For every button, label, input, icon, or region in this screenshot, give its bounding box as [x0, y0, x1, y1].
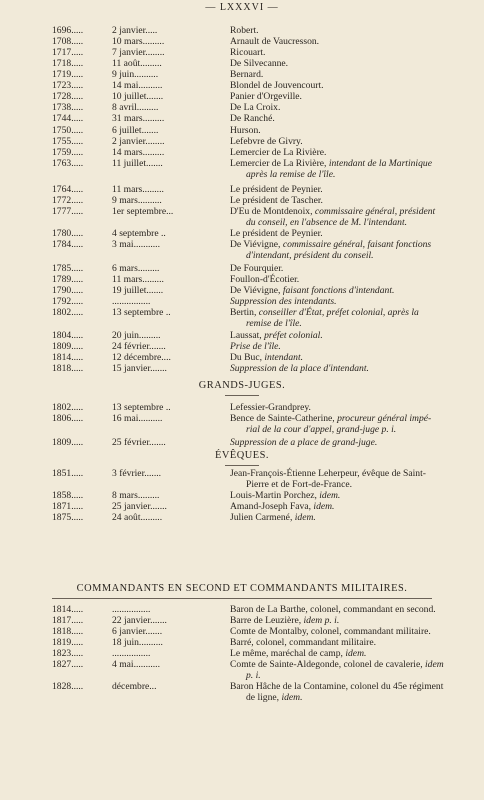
- year: 1759.....: [52, 147, 84, 158]
- section-divider: [52, 598, 432, 599]
- year: 1708.....: [52, 36, 84, 47]
- year: 1858.....: [52, 490, 84, 501]
- entry-italic-note: idem.: [313, 501, 335, 512]
- list-item: [0, 91, 484, 102]
- list-item: [0, 217, 484, 228]
- list-item: [0, 36, 484, 47]
- entry-name: Jean-François-Étienne Leherpeur, évêque de Saint-: [230, 468, 426, 479]
- entry-text: [230, 615, 339, 626]
- entry-text: [230, 604, 436, 615]
- list-item: [0, 468, 484, 479]
- entry-name: Pierre et de Fort-de-France.: [246, 479, 353, 490]
- date: 10 mars.........: [112, 36, 165, 47]
- entry-text: [230, 659, 444, 670]
- year: 1792.....: [52, 296, 84, 307]
- entry-text: [230, 330, 323, 341]
- list-item: [0, 80, 484, 91]
- entry-italic-note: remise de l'île.: [246, 318, 302, 329]
- entry-name: D'Eu de Montdenoix,: [230, 206, 315, 217]
- entry-text: [230, 80, 324, 91]
- entry-italic-note: intendant de la Martinique: [328, 158, 432, 169]
- entry-italic-note: idem: [425, 659, 444, 670]
- list-item: [0, 490, 484, 501]
- entry-text: [230, 341, 281, 352]
- entry-italic-note: conseiller d'État, préfet colonial, après la: [258, 307, 419, 318]
- date: 14 mars.........: [112, 147, 165, 158]
- entry-name: Comte de Sainte-Aldegonde, colonel de cavalerie,: [230, 659, 425, 670]
- entry-text: [246, 424, 396, 435]
- date: 13 septembre ..: [112, 307, 171, 318]
- entry-name: Baron Hâche de la Contamine, colonel du 45e régiment: [230, 681, 444, 692]
- date: 1er septembre...: [112, 206, 174, 217]
- list-item: [0, 263, 484, 274]
- entry-name: Barré, colonel, commandant militaire.: [230, 637, 376, 648]
- list-item: [0, 158, 484, 169]
- entry-text: [246, 217, 407, 228]
- list-item: [0, 47, 484, 58]
- entry-text: [230, 147, 326, 158]
- entry-name: de ligne,: [246, 692, 282, 703]
- entry-text: [246, 169, 335, 180]
- list-item: [0, 402, 484, 413]
- list-item: [0, 113, 484, 124]
- entry-italic-note: idem.: [294, 512, 316, 523]
- date: 8 mars.........: [112, 490, 160, 501]
- entry-name: Bence de Sainte-Catherine,: [230, 413, 338, 424]
- entry-text: [230, 136, 303, 147]
- entry-name: Hurson.: [230, 125, 261, 136]
- entry-text: [230, 47, 265, 58]
- entry-text: [230, 296, 337, 307]
- entry-italic-note: commissaire général, faisant fonctions: [282, 239, 432, 250]
- date: 13 septembre ..: [112, 402, 171, 413]
- entry-text: [230, 125, 261, 136]
- date: 6 juillet.......: [112, 125, 159, 136]
- year: 1851.....: [52, 468, 84, 479]
- year: 1719.....: [52, 69, 84, 80]
- list-item: [0, 239, 484, 250]
- entry-text: [230, 113, 275, 124]
- entry-text: [230, 184, 323, 195]
- entry-italic-note: après la remise de l'île.: [246, 169, 336, 180]
- entry-name: Amand-Joseph Fava,: [230, 501, 314, 512]
- list-item: [0, 424, 484, 435]
- year: 1814.....: [52, 352, 84, 363]
- entry-text: [230, 58, 288, 69]
- section-divider: [225, 395, 259, 396]
- entry-text: [246, 318, 302, 329]
- list-item: [0, 102, 484, 113]
- entry-name: Ricouart.: [230, 47, 266, 58]
- section-title-grands-juges: GRANDS-JUGES.: [198, 380, 286, 391]
- year: 1809.....: [52, 437, 84, 448]
- entry-name: Panier d'Orgeville.: [230, 91, 302, 102]
- date: 6 janvier.......: [112, 626, 163, 637]
- entry-name: Arnault de Vaucresson.: [230, 36, 320, 47]
- entry-italic-note: du conseil, en l'absence de M. l'intendant.: [246, 217, 408, 228]
- date: 16 mai..........: [112, 413, 163, 424]
- entry-text: [230, 228, 323, 239]
- list-item: [0, 341, 484, 352]
- entry-name: Baron de La Barthe, colonel, commandant en second.: [230, 604, 436, 615]
- year: 1717.....: [52, 47, 84, 58]
- list-item: [0, 206, 484, 217]
- year: 1806.....: [52, 413, 84, 424]
- date: 9 juin..........: [112, 69, 159, 80]
- year: 1744.....: [52, 113, 84, 124]
- entry-name: Robert.: [230, 25, 259, 36]
- list-item: [0, 318, 484, 329]
- entry-text: [230, 285, 394, 296]
- date: 12 décembre....: [112, 352, 171, 363]
- entry-italic-note: idem.: [319, 490, 341, 501]
- list-item: [0, 626, 484, 637]
- entry-name: Bernard.: [230, 69, 264, 80]
- year: 1696.....: [52, 25, 84, 36]
- date: 2 janvier.....: [112, 25, 158, 36]
- year: 1728.....: [52, 91, 84, 102]
- entry-text: [230, 681, 443, 692]
- page-number-header: — LXXXVI —: [205, 2, 279, 13]
- entry-text: [230, 25, 259, 36]
- entry-text: [230, 69, 263, 80]
- list-item: [0, 604, 484, 615]
- list-item: [0, 330, 484, 341]
- entry-name: Louis-Martin Porchez,: [230, 490, 320, 501]
- list-item: [0, 413, 484, 424]
- list-item: [0, 692, 484, 703]
- list-item: [0, 195, 484, 206]
- list-item: [0, 437, 484, 448]
- list-item: [0, 670, 484, 681]
- entry-text: [230, 637, 376, 648]
- date: 8 avril.........: [112, 102, 159, 113]
- entry-text: [230, 36, 319, 47]
- entry-name: De Viévigne,: [230, 239, 283, 250]
- date: 20 juin.........: [112, 330, 161, 341]
- date: ................: [112, 648, 151, 659]
- year: 1819.....: [52, 637, 84, 648]
- entry-text: [230, 352, 303, 363]
- year: 1802.....: [52, 307, 84, 318]
- entry-name: De Fourquier.: [230, 263, 284, 274]
- entry-italic-note: faisant fonctions d'intendant.: [282, 285, 395, 296]
- entry-name: Laussat,: [230, 330, 265, 341]
- date: 11 juillet.......: [112, 158, 163, 169]
- year: 1823.....: [52, 648, 84, 659]
- year: 1871.....: [52, 501, 84, 512]
- entry-name: De Viévigne,: [230, 285, 283, 296]
- entry-text: [230, 307, 419, 318]
- list-item: [0, 648, 484, 659]
- year: 1764.....: [52, 184, 84, 195]
- entry-name: Lefessier-Grandprey.: [230, 402, 311, 413]
- entry-italic-note: idem.: [281, 692, 303, 703]
- entry-italic-note: rial de la cour d'appel, grand-juge p. i.: [246, 424, 397, 435]
- list-item: [0, 136, 484, 147]
- year: 1809.....: [52, 341, 84, 352]
- date: 25 février.......: [112, 437, 166, 448]
- date: 2 janvier........: [112, 136, 165, 147]
- year: 1817.....: [52, 615, 84, 626]
- date: 19 juillet.......: [112, 285, 164, 296]
- section-title-commandants: COMMANDANTS EN SECOND ET COMMANDANTS MILITAIRES.: [76, 583, 408, 594]
- date: 14 mai..........: [112, 80, 163, 91]
- year: 1818.....: [52, 363, 84, 374]
- date: 18 juin..........: [112, 637, 163, 648]
- entry-italic-note: Prise de l'île.: [230, 341, 281, 352]
- entry-text: [230, 158, 432, 169]
- entry-italic-note: Suppression des intendants.: [230, 296, 337, 307]
- entry-italic-note: Suppression de la place d'intendant.: [230, 363, 369, 374]
- entry-text: [230, 437, 377, 448]
- date: 6 mars.........: [112, 263, 160, 274]
- entry-name: Barre de Leuzière,: [230, 615, 304, 626]
- entry-name: Lemercier de La Rivière,: [230, 158, 329, 169]
- entry-italic-note: p. i.: [246, 670, 261, 681]
- entry-text: [230, 274, 299, 285]
- entry-name: Le président de Peynier.: [230, 228, 323, 239]
- entry-text: [246, 692, 303, 703]
- year: 1772.....: [52, 195, 84, 206]
- year: 1738.....: [52, 102, 84, 113]
- date: 11 mars.........: [112, 184, 164, 195]
- entry-text: [230, 206, 435, 217]
- list-item: [0, 58, 484, 69]
- date: ................: [112, 604, 151, 615]
- year: 1827.....: [52, 659, 84, 670]
- list-item: [0, 285, 484, 296]
- date: 4 mai...........: [112, 659, 160, 670]
- year: 1780.....: [52, 228, 84, 239]
- entry-name: Comte de Montalby, colonel, commandant militaire.: [230, 626, 431, 637]
- entry-italic-note: idem p. i.: [303, 615, 340, 626]
- date: 9 mars..........: [112, 195, 162, 206]
- entry-text: [230, 626, 431, 637]
- entry-name: Le président de Peynier.: [230, 184, 323, 195]
- year: 1789.....: [52, 274, 84, 285]
- entry-text: [230, 363, 369, 374]
- entry-name: Julien Carmené,: [230, 512, 295, 523]
- entry-name: Lemercier de La Rivière.: [230, 147, 327, 158]
- entry-name: De Silvecanne.: [230, 58, 289, 69]
- date: 11 août.........: [112, 58, 162, 69]
- list-item: [0, 125, 484, 136]
- entry-italic-note: Suppression de a place de grand-juge.: [230, 437, 378, 448]
- entry-italic-note: d'intendant, président du conseil.: [246, 250, 374, 261]
- date: 4 septembre ..: [112, 228, 166, 239]
- list-item: [0, 659, 484, 670]
- date: 22 janvier.......: [112, 615, 167, 626]
- date: décembre...: [112, 681, 157, 692]
- section-divider: [225, 465, 259, 466]
- entry-name: Le président de Tascher.: [230, 195, 323, 206]
- entry-text: [230, 468, 426, 479]
- section-title-eveques: ÉVÊQUES.: [215, 450, 269, 461]
- entry-text: [246, 670, 261, 681]
- entry-text: [230, 512, 316, 523]
- list-item: [0, 25, 484, 36]
- entry-text: [230, 413, 431, 424]
- list-item: [0, 512, 484, 523]
- entry-text: [230, 195, 323, 206]
- list-item: [0, 274, 484, 285]
- year: 1785.....: [52, 263, 84, 274]
- date: 15 janvier.......: [112, 363, 167, 374]
- entry-text: [230, 648, 366, 659]
- date: 31 mars.........: [112, 113, 165, 124]
- entry-name: Lefebvre de Givry.: [230, 136, 303, 147]
- date: ................: [112, 296, 151, 307]
- list-item: [0, 501, 484, 512]
- entry-text: [230, 239, 431, 250]
- entry-name: Bertin,: [230, 307, 259, 318]
- entry-name: De Ranché.: [230, 113, 275, 124]
- year: 1790.....: [52, 285, 84, 296]
- date: 24 août.........: [112, 512, 163, 523]
- entry-italic-note: préfet colonial.: [264, 330, 323, 341]
- list-item: [0, 352, 484, 363]
- entry-text: [230, 91, 302, 102]
- list-item: [0, 228, 484, 239]
- entry-text: [246, 479, 352, 490]
- entry-text: [230, 402, 311, 413]
- date: 24 février.......: [112, 341, 166, 352]
- entry-text: [246, 250, 374, 261]
- list-item: [0, 69, 484, 80]
- entry-italic-note: idem.: [345, 648, 367, 659]
- year: 1814.....: [52, 604, 84, 615]
- list-item: [0, 147, 484, 158]
- year: 1750.....: [52, 125, 84, 136]
- list-item: [0, 479, 484, 490]
- date: 3 février.......: [112, 468, 162, 479]
- date: 25 janvier.......: [112, 501, 167, 512]
- year: 1784.....: [52, 239, 84, 250]
- entry-text: [230, 263, 283, 274]
- year: 1875.....: [52, 512, 84, 523]
- entry-name: Blondel de Jouvencourt.: [230, 80, 324, 91]
- list-item: [0, 250, 484, 261]
- entry-italic-note: intendant.: [264, 352, 304, 363]
- year: 1763.....: [52, 158, 84, 169]
- list-item: [0, 307, 484, 318]
- year: 1718.....: [52, 58, 84, 69]
- entry-name: Foullon-d'Écotier.: [230, 274, 300, 285]
- entry-name: Le même, maréchal de camp,: [230, 648, 346, 659]
- year: 1828.....: [52, 681, 84, 692]
- entry-italic-note: procureur général impé-: [337, 413, 432, 424]
- date: 11 mars.........: [112, 274, 164, 285]
- list-item: [0, 363, 484, 374]
- year: 1802.....: [52, 402, 84, 413]
- entry-text: [230, 490, 340, 501]
- entry-name: Du Buc,: [230, 352, 265, 363]
- list-item: [0, 681, 484, 692]
- date: 3 mai...........: [112, 239, 160, 250]
- list-item: [0, 184, 484, 195]
- list-item: [0, 615, 484, 626]
- list-item: [0, 637, 484, 648]
- year: 1723.....: [52, 80, 84, 91]
- date: 7 janvier........: [112, 47, 165, 58]
- entry-italic-note: commissaire général, président: [314, 206, 436, 217]
- year: 1777.....: [52, 206, 84, 217]
- entry-text: [230, 501, 334, 512]
- entry-name: De La Croix.: [230, 102, 281, 113]
- date: 10 juillet.......: [112, 91, 164, 102]
- year: 1804.....: [52, 330, 84, 341]
- year: 1818.....: [52, 626, 84, 637]
- list-item: [0, 169, 484, 180]
- list-item: [0, 296, 484, 307]
- year: 1755.....: [52, 136, 84, 147]
- entry-text: [230, 102, 280, 113]
